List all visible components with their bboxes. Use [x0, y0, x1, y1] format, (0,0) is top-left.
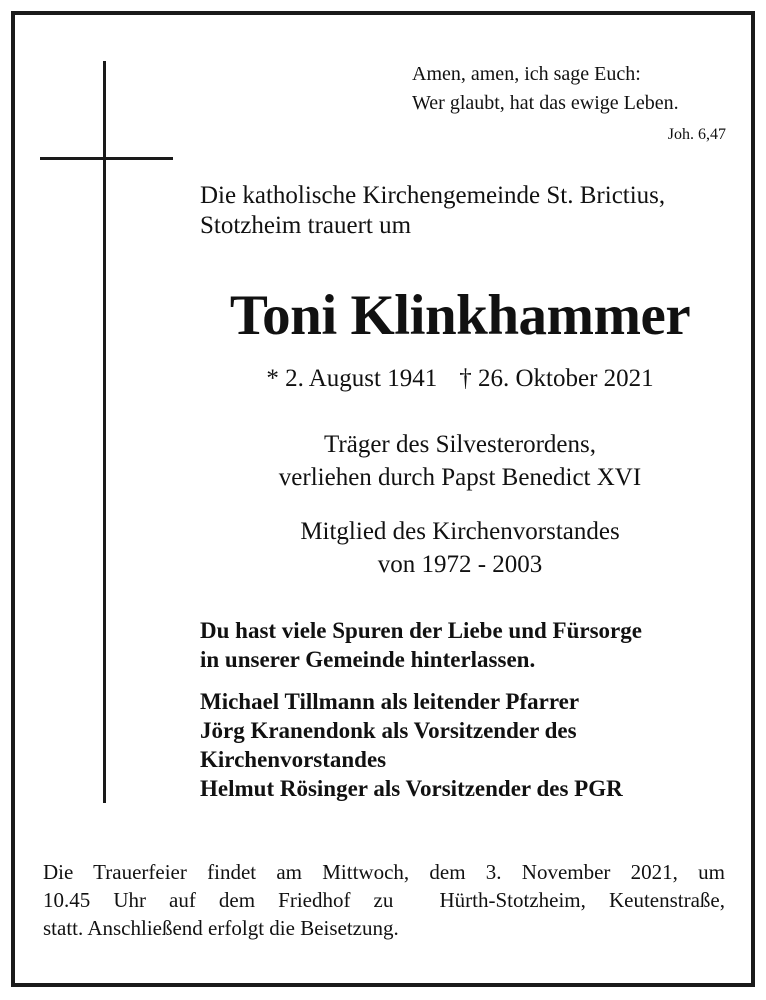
signer-line: Michael Tillmann als leitender Pfarrer: [200, 689, 580, 714]
quote-reference: Joh. 6,47: [667, 126, 726, 143]
deceased-name: Toni Klinkhammer: [229, 284, 691, 347]
signer-line: Helmut Rösinger als Vorsitzender des PGR: [200, 776, 623, 801]
funeral-line-3: statt. Anschließend erfolgt die Beisetzung.: [43, 916, 399, 940]
signer-line: Kirchenvorstandes: [200, 747, 387, 772]
tribute-line-1: Du hast viele Spuren der Liebe und Fürsorge: [200, 618, 642, 643]
membership-line-1: Mitglied des Kirchenvorstandes: [300, 518, 620, 545]
cross-horizontal-bar: [40, 157, 173, 160]
funeral-info: [43, 858, 725, 942]
funeral-line-1: Die Trauerfeier findet am Mittwoch, dem 3. November 2021, um: [43, 860, 725, 884]
membership-line-2: von 1972 - 2003: [377, 551, 543, 578]
signer-line: Jörg Kranendonk als Vorsitzender des: [200, 718, 577, 743]
quote-line-1: Amen, amen, ich sage Euch:: [412, 63, 641, 85]
cross-vertical-bar: [103, 61, 106, 803]
intro-text: [200, 181, 740, 241]
quote-line-2: Wer glaubt, hat das ewige Leben.: [412, 92, 679, 114]
intro-line-1: Die katholische Kirchengemeinde St. Brictius,: [200, 182, 666, 209]
membership-text: [160, 515, 760, 581]
honor-line-1: Träger des Silvesterordens,: [324, 431, 596, 458]
intro-line-2: Stotzheim trauert um: [200, 212, 412, 239]
tribute-text: [200, 616, 740, 674]
birth-date: * 2. August 1941: [266, 365, 438, 392]
tribute-line-2: in unserer Gemeinde hinterlassen.: [200, 647, 536, 672]
honor-line-2: verliehen durch Papst Benedict XVI: [278, 464, 642, 491]
funeral-line-2: 10.45 Uhr auf dem Friedhof zu Hürth-Stotzheim, Keutenstraße,: [43, 888, 725, 912]
death-date: † 26. Oktober 2021: [459, 365, 654, 392]
signers-list: [200, 687, 740, 803]
life-dates: [160, 362, 760, 396]
bible-quote: [300, 60, 726, 146]
honor-text: [160, 428, 760, 494]
